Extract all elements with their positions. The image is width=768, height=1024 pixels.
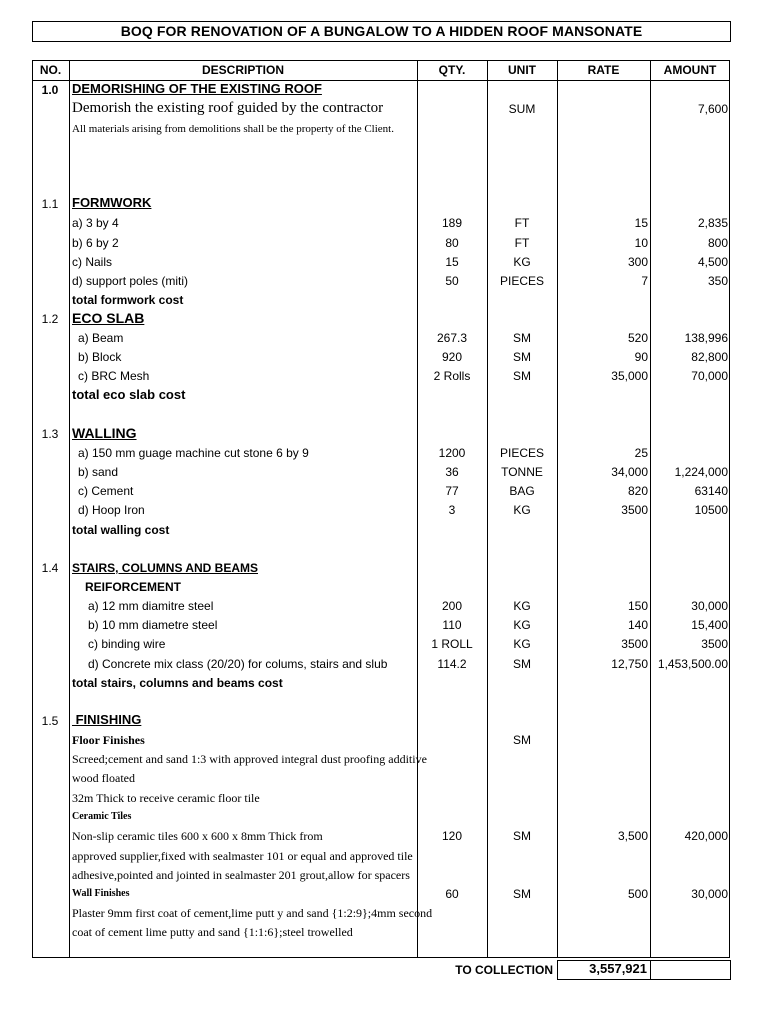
item-amount: 70,000 (691, 369, 728, 383)
item-unit: KG (513, 503, 531, 517)
item-description: d) support poles (miti) (72, 274, 189, 288)
section-number: 1.5 (41, 714, 59, 728)
item-rate: 520 (627, 331, 648, 345)
item-description: a) Beam (78, 331, 124, 345)
item-amount: 1,453,500.00 (657, 657, 728, 671)
item-amount: 63140 (694, 484, 728, 498)
item-rate: 300 (627, 255, 648, 269)
section-heading: STAIRS, COLUMNS AND BEAMS (72, 561, 258, 575)
item-description: approved supplier,fixed with sealmaster 101 or equal and approved tile (72, 849, 413, 863)
collection-label: TO COLLECTION (455, 963, 553, 977)
section-heading: FORMWORK (72, 195, 152, 210)
section-total: total stairs, columns and beams cost (72, 676, 283, 690)
item-amount: 138,996 (684, 331, 728, 345)
item-description: c) binding wire (88, 637, 166, 651)
section-number: 1.2 (41, 312, 59, 326)
item-rate: 10 (634, 236, 648, 250)
item-rate: 3,500 (617, 829, 648, 843)
item-amount: 420,000 (684, 829, 728, 843)
document-title: BOQ FOR RENOVATION OF A BUNGALOW TO A HIDDEN ROOF MANSONATE (32, 21, 731, 42)
item-qty: 920 (441, 350, 463, 364)
item-description: a) 12 mm diamitre steel (88, 599, 214, 613)
item-unit: SM (513, 829, 531, 843)
item-rate: 90 (634, 350, 648, 364)
item-qty: 2 Rolls (433, 369, 471, 383)
item-description: a) 150 mm guage machine cut stone 6 by 9 (78, 446, 309, 460)
item-amount: 800 (707, 236, 728, 250)
item-description: adhesive,pointed and jointed in sealmaster 201 grout,allow for spacers (72, 868, 410, 882)
item-rate: 3500 (621, 503, 648, 517)
item-qty: 1 ROLL (431, 637, 473, 651)
item-amount: 15,400 (691, 618, 728, 632)
subsection-heading: REIFORCEMENT (85, 580, 181, 594)
item-rate: 150 (627, 599, 648, 613)
item-amount: 1,224,000 (674, 465, 728, 479)
item-amount: 82,800 (691, 350, 728, 364)
section-total: total formwork cost (72, 293, 184, 307)
section-total: total eco slab cost (72, 387, 186, 402)
item-rate: 15 (634, 216, 648, 230)
item-unit: PIECES (499, 446, 544, 460)
item-description: d) Concrete mix class (20/20) for colums, stairs and slub (88, 657, 388, 671)
item-qty: 1200 (438, 446, 466, 460)
header-unit: UNIT (508, 63, 536, 77)
item-description: wood floated (72, 771, 135, 785)
item-qty: 60 (445, 887, 459, 901)
item-unit: BAG (509, 484, 535, 498)
item-description: b) sand (78, 465, 119, 479)
item-unit: SM (513, 733, 531, 747)
section-heading: ECO SLAB (72, 310, 145, 326)
wall-finishes-title: Wall Finishes (72, 888, 130, 899)
item-description: c) Cement (78, 484, 134, 498)
item-description: c) BRC Mesh (78, 369, 150, 383)
item-rate: 12,750 (611, 657, 648, 671)
header-description: DESCRIPTION (201, 63, 284, 77)
item-qty: 50 (445, 274, 459, 288)
item-description: a) 3 by 4 (72, 216, 119, 230)
item-qty: 15 (445, 255, 459, 269)
item-note: All materials arising from demolitions shall be the property of the Client. (72, 123, 394, 135)
item-amount: 3500 (701, 637, 728, 651)
item-qty: 120 (441, 829, 463, 843)
item-amount: 2,835 (697, 216, 728, 230)
item-qty: 80 (445, 236, 459, 250)
section-heading: WALLING (72, 425, 137, 441)
section-number: 1.0 (41, 83, 59, 97)
item-unit: SUM (508, 102, 536, 116)
item-unit: TONNE (501, 465, 543, 479)
item-description: d) Hoop Iron (78, 503, 145, 517)
item-unit: KG (513, 599, 531, 613)
item-unit: SM (513, 350, 531, 364)
item-amount: 7,600 (697, 102, 728, 116)
item-amount: 10500 (694, 503, 728, 517)
item-qty: 267.3 (436, 331, 468, 345)
section-number: 1.1 (41, 197, 59, 211)
item-qty: 77 (445, 484, 459, 498)
item-qty: 189 (441, 216, 463, 230)
item-description: b) 6 by 2 (72, 236, 119, 250)
item-amount: 4,500 (697, 255, 728, 269)
item-rate: 140 (627, 618, 648, 632)
item-unit: PIECES (499, 274, 544, 288)
item-rate: 35,000 (611, 369, 648, 383)
item-qty: 3 (448, 503, 456, 517)
header-no: NO. (39, 63, 62, 77)
item-description: c) Nails (72, 255, 113, 269)
header-rate: RATE (587, 63, 620, 77)
item-rate: 25 (634, 446, 648, 460)
collection-amount-box (650, 960, 731, 980)
item-description: Demorish the existing roof guided by the contractor (72, 100, 384, 116)
ceramic-tiles-title: Ceramic Tiles (72, 811, 132, 822)
section-total: total walling cost (72, 523, 170, 537)
item-unit: SM (513, 657, 531, 671)
item-unit: KG (513, 255, 531, 269)
section-number: 1.4 (41, 561, 59, 575)
header-qty: QTY. (438, 63, 466, 77)
item-description: Plaster 9mm first coat of cement,lime putt y and sand {1:2:9};4mm second (72, 906, 433, 920)
item-unit: KG (513, 637, 531, 651)
item-qty: 200 (441, 599, 463, 613)
item-amount: 350 (707, 274, 728, 288)
item-unit: FT (514, 236, 530, 250)
item-description: Screed;cement and sand 1:3 with approved integral dust proofing additive (72, 752, 427, 766)
item-rate: 3500 (621, 637, 648, 651)
item-amount: 30,000 (691, 887, 728, 901)
item-description: b) Block (78, 350, 122, 364)
floor-finishes-title: Floor Finishes (72, 733, 145, 747)
header-amount: AMOUNT (663, 63, 717, 77)
item-rate: 820 (627, 484, 648, 498)
item-qty: 114.2 (437, 657, 467, 671)
item-description: coat of cement lime putty and sand {1:1:6};steel trowelled (72, 925, 353, 939)
item-description: Non-slip ceramic tiles 600 x 600 x 8mm Thick from (72, 829, 323, 843)
item-description: 32m Thick to receive ceramic floor tile (72, 791, 260, 805)
section-heading: FINISHING (72, 712, 142, 727)
column-divider (69, 60, 70, 958)
item-qty: 110 (442, 618, 462, 632)
item-description: b) 10 mm diametre steel (88, 618, 218, 632)
collection-total: 3,557,921 (589, 961, 647, 976)
item-unit: SM (513, 887, 531, 901)
section-number: 1.3 (41, 427, 59, 441)
item-unit: SM (513, 369, 531, 383)
item-unit: SM (513, 331, 531, 345)
item-unit: KG (513, 618, 531, 632)
item-rate: 500 (627, 887, 648, 901)
section-heading: DEMORISHING OF THE EXISTING ROOF (72, 81, 322, 96)
item-rate: 7 (641, 274, 648, 288)
item-rate: 34,000 (611, 465, 648, 479)
item-amount: 30,000 (691, 599, 728, 613)
item-unit: FT (514, 216, 530, 230)
item-qty: 36 (445, 465, 459, 479)
